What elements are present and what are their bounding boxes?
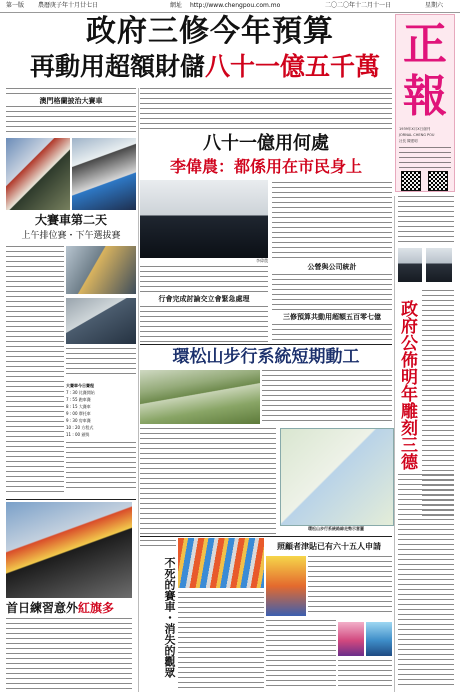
- race-schedule-head: 大賽車今日賽程: [66, 383, 94, 388]
- sub-headline-part1: 再動用超額財儲: [29, 52, 205, 81]
- section-rule-2: [6, 499, 136, 500]
- weekday: 星期六: [425, 2, 444, 9]
- race-intro-text: [6, 88, 136, 96]
- top-bar: [0, 0, 460, 13]
- right-vertical-headline: 政府公佈明年雕刻三德: [397, 300, 417, 470]
- trial-body: [6, 618, 132, 692]
- trial-photo: [6, 502, 132, 598]
- column-rule-1: [138, 88, 139, 692]
- stands-photo: [178, 538, 264, 588]
- masthead-info-3: 社長 陳建明: [399, 139, 418, 143]
- site-url[interactable]: http://www.chengpou.com.mo: [190, 2, 281, 9]
- column-rule-2: [394, 196, 395, 692]
- budget-item-1: 行會完成討論交立會緊急處理: [158, 294, 250, 303]
- car-article-title: 不死的賽車・消失的觀眾: [163, 556, 176, 678]
- qr-code-icon[interactable]: [401, 171, 421, 191]
- main-headline: 政府三修今年預算: [86, 14, 334, 49]
- masthead-char-1: 正: [403, 19, 447, 70]
- carer-allowance-head: 照顧者津貼已有六十五人申請: [277, 541, 381, 551]
- race-schedule-row: 7 : 55 跑車賽: [66, 397, 91, 402]
- trial-title-black: 首日練習意外: [6, 601, 79, 615]
- right-photo-1: [398, 248, 422, 282]
- budget-answer: 李偉農：都係用在市民身上: [169, 157, 362, 176]
- race-schedule-row: 9 : 00 摩托車: [66, 411, 91, 416]
- race-photo-3: [66, 246, 136, 294]
- trail-headline: 環松山步行系統短期動工: [172, 347, 360, 367]
- site-label: 網址: [170, 2, 183, 9]
- carer-body-1: [308, 556, 392, 616]
- carnival-photo-2: [338, 622, 364, 656]
- edition-label: 第一版: [6, 2, 25, 9]
- budget-body-left: [140, 266, 268, 292]
- carnival-photo-1: [266, 556, 306, 616]
- qr-code-icon-2[interactable]: [428, 171, 448, 191]
- race-schedule-row: 10 : 20 方程式: [66, 425, 94, 430]
- carer-body-2: [266, 620, 336, 688]
- budget-item-1-body: [140, 306, 268, 342]
- race-photo-1: [6, 138, 70, 210]
- budget-item-3-body: [272, 324, 392, 342]
- race-schedule-row: 7 : 30 比賽開始: [66, 390, 95, 395]
- section-rule-1: [140, 344, 392, 345]
- masthead-info-1: 1939年X月X日創刊: [399, 127, 431, 131]
- carnival-photo-3: [366, 622, 392, 656]
- budget-item-2: 公營與公司統計: [307, 262, 357, 271]
- stands-label: [140, 540, 176, 550]
- race-section-head: 澳門格蘭披治大賽車: [39, 96, 103, 105]
- race-schedule: [66, 382, 136, 492]
- official-photo-caption: 李偉農: [256, 258, 268, 263]
- trail-map-caption: 環松山步行系統路線走勢示意圖: [308, 526, 364, 531]
- race-text-1: [6, 106, 136, 136]
- right-body-bottom: [398, 474, 454, 689]
- race-title: 大賽車第二天: [34, 213, 107, 227]
- sub-headline: [20, 50, 390, 84]
- race-schedule-notes: [66, 442, 136, 492]
- race-schedule-row: 8 : 15 大賽車: [66, 404, 91, 409]
- section-rule-3: [140, 536, 392, 537]
- date: 二〇二〇年十二月十一日: [325, 2, 392, 9]
- sub-headline-part2: 八十一億五千萬: [205, 52, 381, 81]
- masthead-contact: [399, 147, 451, 169]
- trial-title: [6, 600, 132, 616]
- budget-item-2-body: [272, 274, 392, 310]
- carer-body-3: [338, 660, 392, 688]
- race-schedule-row: 11 : 00 頒獎: [66, 432, 90, 437]
- trial-title-red: 紅旗多: [78, 601, 115, 615]
- budget-question: 八十一億用何處: [203, 133, 329, 154]
- race-body-left: [6, 246, 64, 496]
- budget-item-3: 三修預算共動用超額五百零七億: [283, 312, 381, 321]
- race-subtitle: 上午排位賽・下午選拔賽: [21, 231, 121, 241]
- right-top-body: [398, 196, 454, 244]
- official-photo: [140, 180, 268, 258]
- budget-body-top: [140, 88, 392, 130]
- trail-map: [280, 428, 394, 526]
- masthead-char-2: 報: [403, 71, 447, 122]
- trail-body-left: [140, 428, 276, 536]
- trail-body-top: [262, 370, 392, 424]
- race-photo-4: [66, 298, 136, 344]
- masthead-info-2: JORNAL CHENG POU: [399, 133, 435, 137]
- right-photo-2: [426, 248, 452, 282]
- lunar-date: 農曆庚子年十月廿七日: [38, 2, 99, 9]
- race-body-right: [66, 348, 136, 378]
- masthead: [395, 14, 455, 192]
- budget-body-right: [272, 182, 392, 258]
- race-schedule-row: 9 : 30 房車賽: [66, 418, 91, 423]
- race-photo-2: [72, 138, 136, 210]
- trail-photo: [140, 370, 260, 424]
- car-article-body: [178, 592, 264, 688]
